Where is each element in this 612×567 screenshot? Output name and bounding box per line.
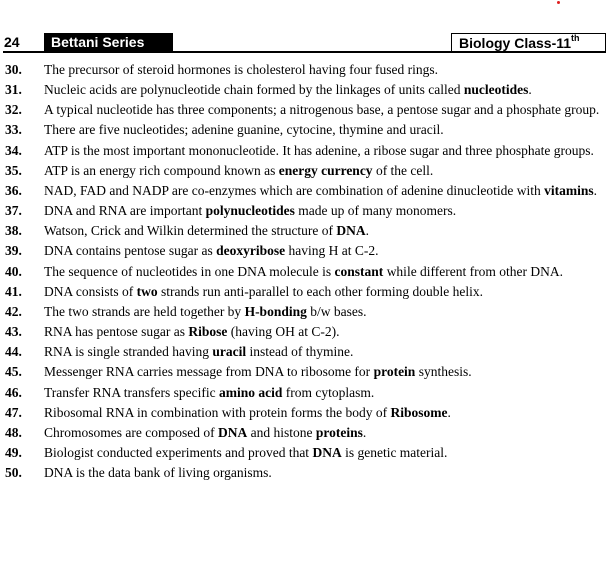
item-text	[44, 262, 608, 282]
item-number: 50.	[5, 465, 22, 481]
text-run: ATP is the most important mononucleotide. It has adenine, a ribose sugar and three phosphate groups.	[44, 142, 594, 158]
list-item	[0, 100, 612, 120]
subject-text: Biology Class-11	[459, 35, 572, 51]
text-run: Transfer RNA transfers specific	[44, 384, 219, 400]
notes-list	[0, 60, 612, 483]
item-text	[44, 362, 608, 382]
item-text	[44, 201, 608, 221]
item-number: 35.	[5, 162, 22, 178]
text-run: from cytoplasm.	[282, 384, 375, 400]
bold-term: two	[136, 283, 158, 299]
bold-term: DNA	[336, 223, 366, 239]
text-run: The two strands are held together by	[44, 303, 245, 319]
list-item	[0, 141, 612, 161]
item-text	[44, 463, 608, 483]
text-run: b/w bases.	[306, 303, 367, 319]
bold-term: proteins	[315, 424, 363, 440]
text-run: DNA contains pentose sugar as	[44, 243, 217, 259]
list-item	[0, 161, 612, 181]
text-run: A typical nucleotide has three components; a nitrogenous base, a pentose sugar and a phosphate group.	[44, 102, 600, 118]
item-number: 43.	[5, 324, 22, 340]
item-number: 49.	[5, 444, 22, 460]
bold-term: nucleotides	[463, 82, 529, 98]
list-item	[0, 120, 612, 140]
text-run: Ribosomal RNA in combination with protein forms the body of	[44, 404, 391, 420]
item-text	[44, 383, 608, 403]
text-run: The sequence of nucleotides in one DNA molecule is	[44, 263, 335, 279]
item-text	[44, 322, 608, 342]
text-run: .	[447, 404, 451, 420]
bold-term: amino acid	[218, 384, 283, 400]
text-run: RNA has pentose sugar as	[44, 324, 189, 340]
item-text	[44, 241, 608, 261]
item-text	[44, 161, 608, 181]
text-run: There are five nucleotides; adenine guanine, cytocine, thymine and uracil.	[44, 122, 444, 138]
bold-term: protein	[373, 364, 416, 380]
bold-term: vitamins	[544, 182, 594, 198]
item-text	[44, 423, 608, 443]
subject-superscript: th	[571, 33, 580, 44]
text-run: DNA is the data bank of living organisms.	[44, 465, 272, 481]
text-run: NAD, FAD and NADP are co-enzymes which are combination of adenine dinucleotide with	[44, 182, 545, 198]
item-number: 45.	[5, 364, 22, 380]
text-run: is genetic material.	[341, 444, 448, 460]
item-text	[44, 100, 608, 120]
item-number: 30.	[5, 62, 22, 77]
item-text	[44, 60, 608, 80]
list-item	[0, 80, 612, 100]
text-run: of the cell.	[372, 162, 434, 178]
item-number: 47.	[5, 404, 22, 420]
item-number: 38.	[5, 223, 22, 239]
list-item	[0, 302, 612, 322]
text-run: The precursor of steroid hormones is cholesterol having four fused rings.	[44, 62, 439, 77]
item-text	[44, 141, 608, 161]
list-item	[0, 221, 612, 241]
text-run: DNA and RNA are important	[44, 203, 206, 219]
bold-term: polynucleotides	[205, 203, 295, 219]
text-run: Nucleic acids are polynucleotide chain formed by the linkages of units called	[44, 82, 464, 98]
list-item	[0, 282, 612, 302]
bold-term: H-bonding	[244, 303, 307, 319]
item-number: 40.	[5, 263, 22, 279]
item-number: 42.	[5, 303, 22, 319]
item-text	[44, 342, 608, 362]
bold-term: constant	[334, 263, 384, 279]
header-rule	[3, 51, 606, 53]
bold-term: DNA	[217, 424, 248, 440]
page-header	[3, 33, 606, 53]
text-run: RNA is single stranded having	[44, 344, 213, 360]
bold-term: deoxyribose	[216, 243, 286, 259]
list-item	[0, 60, 612, 80]
text-run: .	[593, 182, 597, 198]
text-run: Biologist conducted experiments and proved that	[44, 444, 313, 460]
item-number: 39.	[5, 243, 22, 259]
text-run: instead of thymine.	[246, 344, 354, 360]
page-number: 24	[4, 34, 20, 50]
item-number: 32.	[5, 102, 22, 118]
text-run: Messenger RNA carries message from DNA to ribosome for	[44, 364, 374, 380]
list-item	[0, 463, 612, 483]
item-number: 37.	[5, 203, 22, 219]
text-run: made up of many monomers.	[294, 203, 457, 219]
text-run: .	[362, 424, 367, 440]
list-item	[0, 383, 612, 403]
item-number: 31.	[5, 82, 22, 98]
list-item	[0, 443, 612, 463]
item-text	[44, 80, 608, 100]
text-run: and histone	[247, 424, 316, 440]
item-number: 48.	[5, 424, 22, 440]
item-number: 44.	[5, 344, 22, 360]
bold-term: Ribose	[188, 324, 228, 340]
text-run: strands run anti-parallel to each other forming double helix.	[157, 283, 484, 299]
item-number: 41.	[5, 283, 22, 299]
item-text	[44, 403, 608, 423]
subject-title	[451, 33, 606, 51]
item-number: 46.	[5, 384, 22, 400]
list-item	[0, 241, 612, 261]
bold-term: energy currency	[278, 162, 373, 178]
text-run: while different from other DNA.	[383, 263, 564, 279]
list-item	[0, 322, 612, 342]
item-text	[44, 443, 608, 463]
red-dot-mark	[557, 1, 560, 4]
text-run: Watson, Crick and Wilkin determined the structure of	[44, 223, 337, 239]
bold-term: uracil	[212, 344, 247, 360]
item-text	[44, 120, 608, 140]
list-item	[0, 181, 612, 201]
text-run: synthesis.	[415, 364, 472, 380]
list-item	[0, 403, 612, 423]
bold-term: DNA	[312, 444, 342, 460]
text-run: DNA consists of	[44, 283, 137, 299]
list-item	[0, 262, 612, 282]
text-run: .	[365, 223, 370, 239]
list-item	[0, 342, 612, 362]
list-item	[0, 423, 612, 443]
text-run: ATP is an energy rich compound known as	[44, 162, 279, 178]
item-text	[44, 221, 608, 241]
item-text	[44, 282, 608, 302]
item-number: 34.	[5, 142, 22, 158]
text-run: Chromosomes are composed of	[44, 424, 218, 440]
bold-term: Ribosome	[390, 404, 448, 420]
text-run: (having OH at C-2).	[227, 324, 340, 340]
text-run: having H at C-2.	[285, 243, 379, 259]
item-number: 36.	[5, 182, 22, 198]
item-text	[44, 302, 608, 322]
series-title: Bettani Series	[44, 33, 173, 51]
list-item	[0, 362, 612, 382]
item-number: 33.	[5, 122, 22, 138]
list-item	[0, 201, 612, 221]
item-text	[44, 181, 608, 201]
text-run: .	[528, 82, 532, 98]
